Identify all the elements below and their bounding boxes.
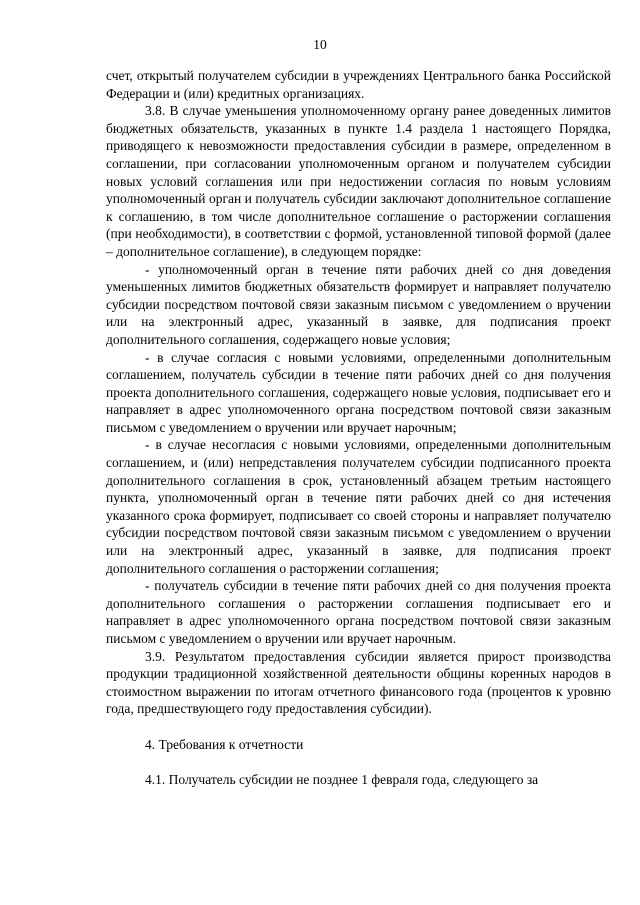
list-item-procedure-3: - в случае несогласия с новыми условиями, определенными дополнительным соглашением, и (или) непредставления получателем субсидии подписанного проекта дополнительного соглашения в срок, установленный абзацем третьим настоящего пункта, уполномоченный орган в течение пяти рабочих дней со дня истечения указанного срока формирует, подписывает со своей стороны и направляет получателю субсидии посредством почтовой связи заказным письмом с уведомлением о вручении или на электронный адрес, указанный в заявке, для подписания проект дополнительного соглашения о расторжении соглашения; [106, 437, 611, 576]
paragraph-4-1: 4.1. Получатель субсидии не позднее 1 февраля года, следующего за [145, 771, 539, 787]
document-body [106, 67, 611, 788]
page-number: 10 [313, 37, 327, 52]
section-spacer [106, 718, 611, 736]
paragraph-3-9: 3.9. Результатом предоставления субсидии является прирост производства продукции традиционной хозяйственной деятельности общины коренных народов в стоимостном выражении по итогам отчетного финансового года (процентов к уровню года, предшествующего году предоставления субсидии). [106, 648, 611, 717]
paragraph-account-continuation: счет, открытый получателем субсидии в учреждениях Центрального банка Российской Федерации и (или) кредитных организациях. [106, 68, 611, 101]
list-item-procedure-2: - в случае согласия с новыми условиями, определенными дополнительным соглашением, получатель субсидии в течение пяти рабочих дней со дня получения проекта дополнительного соглашения, содержащего новые условия, подписывает его и направляет в адрес уполномоченного органа посредством почтовой связи заказным письмом с уведомлением о вручении или вручает нарочным; [106, 349, 611, 435]
paragraph-3-8: 3.8. В случае уменьшения уполномоченному органу ранее доведенных лимитов бюджетных обязательств, указанных в пункте 1.4 раздела 1 настоящего Порядка, приводящего к невозможности предоставления субсидии в размере, определенном в соглашении, при согласовании уполномоченным органом и получателем субсидии новых условий соглашения или при недостижении согласия по новым условиям уполномоченный орган и получатель субсидии заключают дополнительное соглашение к соглашению, в том числе дополнительное соглашение о расторжении соглашения (при необходимости), в соответствии с формой, установленной типовой формой (далее – дополнительное соглашение), в следующем порядке: [106, 103, 611, 259]
list-item-procedure-1: - уполномоченный орган в течение пяти рабочих дней со дня доведения уменьшенных лимитов бюджетных обязательств формирует и направляет получателю субсидии посредством почтовой связи заказным письмом с уведомлением о вручении или на электронный адрес, указанный в заявке, для подписания проект дополнительного соглашения, содержащего новые условия; [106, 261, 611, 347]
heading-spacer [106, 753, 611, 771]
list-item-procedure-4: - получатель субсидии в течение пяти рабочих дней со дня получения проекта дополнительного соглашения о расторжении соглашения подписывает его и направляет в адрес уполномоченного органа посредством почтовой связи заказным письмом с уведомлением о вручении или вручает нарочным. [106, 578, 611, 646]
section-heading-reporting: 4. Требования к отчетности [145, 736, 304, 752]
